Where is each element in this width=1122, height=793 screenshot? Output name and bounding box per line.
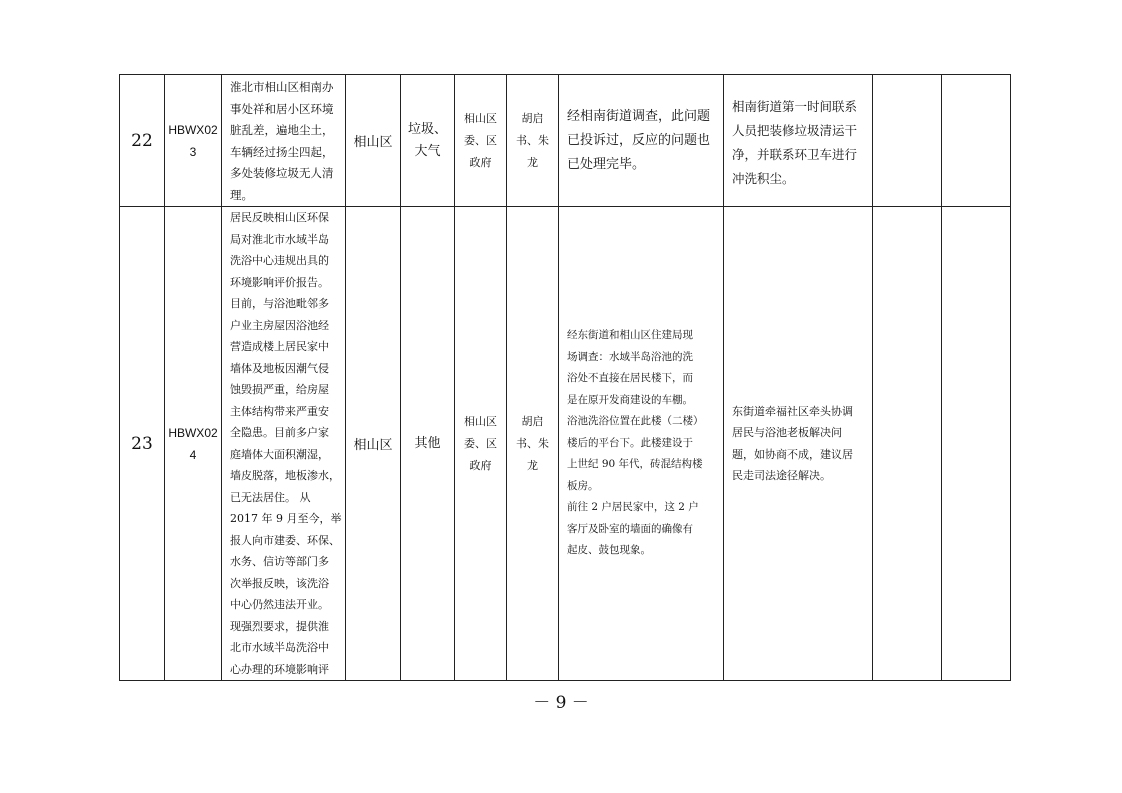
- complaint-code-line: HBWX02: [168, 122, 218, 137]
- rectification-measure-line: 居民与浴池老板解决问: [732, 426, 842, 439]
- investigation-finding-line: 客厅及卧室的墙面的确像有: [567, 522, 693, 535]
- responsible-person-line: 龙: [527, 458, 538, 472]
- investigation-finding-line: 已处理完毕。: [567, 156, 646, 172]
- pollution-category-line: 其他: [414, 435, 441, 451]
- responsible-unit-line: 委、区: [464, 133, 497, 147]
- responsible-person: [507, 207, 559, 681]
- responsible-person-line: 书、朱: [516, 436, 549, 450]
- investigation-finding-line: 起皮、鼓包现象。: [567, 544, 651, 557]
- responsible-unit-line: 委、区: [464, 436, 497, 450]
- complaint-description-line: 2017 年 9 月至今，举: [230, 512, 342, 525]
- complaint-description-line: 目前，与浴池毗邻多: [230, 297, 329, 310]
- rectification-measure-line: 民走司法途径解决。: [732, 469, 831, 482]
- investigation-finding-line: 浴池洗浴位置在此楼（二楼）: [567, 415, 704, 428]
- investigation-finding-line: 楼后的平台下。此楼建设于: [567, 436, 693, 449]
- complaint-code: [165, 75, 222, 207]
- responsible-unit: [455, 207, 507, 681]
- investigation-finding-line: 经相南街道调查，此问题: [567, 108, 711, 124]
- responsible-unit: [455, 75, 507, 207]
- investigation-finding: [559, 207, 724, 681]
- pollution-category-line: 大气: [414, 143, 441, 159]
- investigation-finding-line: 上世纪 90 年代，砖混结构楼: [567, 458, 703, 471]
- complaint-code-line: 4: [189, 447, 197, 462]
- complaint-description-line: 已无法居住。 从: [230, 490, 311, 504]
- pollution-category-line: 垃圾、: [407, 121, 447, 137]
- rectification-measure-line: 净，并联系环卫车进行: [732, 147, 858, 162]
- investigation-finding-line: 场调查：水域半岛浴池的洗: [567, 350, 693, 363]
- complaint-description-line: 环境影响评价报告。: [230, 275, 329, 289]
- complaint-description-line: 理。: [230, 187, 253, 202]
- complaint-description: [222, 207, 346, 681]
- complaint-description-line: 多处装修垃圾无人清: [230, 166, 334, 180]
- complaint-code-line: 3: [189, 144, 197, 159]
- complaint-description-line: 营造成楼上居民家中: [230, 340, 329, 353]
- blank-column-1: [873, 75, 942, 207]
- complaint-description-line: 车辆经过扬尘四起，: [230, 144, 334, 159]
- investigation-finding: [559, 75, 724, 207]
- investigation-finding-line: 板房。: [567, 479, 599, 492]
- complaint-description-line: 次举报反映，该洗浴: [230, 576, 329, 590]
- blank-column-1: [873, 207, 942, 681]
- complaint-description-line: 北市水域半岛洗浴中: [230, 641, 329, 654]
- rectification-measure-line: 相南街道第一时间联系: [732, 99, 858, 114]
- complaint-description-line: 报人向市建委、环保、: [230, 533, 340, 547]
- complaint-description-line: 中心仍然违法开业。: [230, 598, 329, 611]
- pollution-category: [401, 75, 455, 207]
- blank-column-2: [942, 207, 1011, 681]
- complaint-description-line: 墙体及地板因潮气侵: [230, 361, 329, 375]
- district: 相山区: [346, 207, 401, 681]
- complaint-description-line: 户业主房屋因浴池经: [230, 318, 329, 332]
- complaint-description-line: 心办理的环境影响评: [230, 662, 329, 676]
- complaint-code-line: HBWX02: [168, 425, 218, 440]
- complaint-description: [222, 75, 346, 207]
- responsible-person: [507, 75, 559, 207]
- responsible-person-line: 胡启: [521, 111, 544, 125]
- investigation-finding-line: 已投诉过，反应的问题也: [567, 132, 711, 148]
- responsible-unit-line: 政府: [469, 458, 492, 472]
- rectification-measure-line: 人员把装修垃圾清运干: [732, 123, 858, 138]
- page-number: － 9 －: [533, 693, 589, 713]
- table-row: [120, 207, 1011, 681]
- complaint-code: [165, 207, 222, 681]
- complaint-description-line: 淮北市相山区相南办: [230, 80, 334, 94]
- responsible-person-line: 龙: [527, 155, 538, 169]
- investigation-finding-line: 前往 2 户居民家中，这 2 户: [567, 501, 699, 514]
- complaint-table: [119, 74, 1011, 681]
- responsible-person-line: 胡启: [521, 414, 544, 428]
- complaint-description-line: 现强烈要求，提供淮: [230, 619, 329, 633]
- complaint-description-line: 居民反映相山区环保: [230, 211, 329, 224]
- responsible-unit-line: 相山区: [464, 414, 497, 428]
- rectification-measure-line: 题，如协商不成，建议居: [732, 447, 853, 461]
- rectification-measure: [724, 75, 873, 207]
- rectification-measure-line: 冲洗积尘。: [732, 171, 795, 186]
- complaint-description-line: 蚀毁损严重，给房屋: [230, 383, 329, 396]
- complaint-description-line: 水务、信访等部门多: [230, 555, 329, 568]
- complaint-description-line: 全隐患。目前多户家: [230, 426, 329, 439]
- complaint-description-line: 洗浴中心违规出具的: [230, 254, 329, 267]
- row-number: 22: [120, 75, 165, 207]
- complaint-description-line: 主体结构带来严重安: [230, 404, 329, 418]
- responsible-unit-line: 相山区: [464, 111, 497, 125]
- row-number: 23: [120, 207, 165, 681]
- complaint-description-line: 事处祥和居小区环境: [230, 101, 334, 116]
- investigation-finding-line: 是在原开发商建设的车棚。: [567, 393, 693, 406]
- blank-column-2: [942, 75, 1011, 207]
- complaint-description-line: 庭墙体大面积潮湿，: [230, 447, 329, 461]
- pollution-category: [401, 207, 455, 681]
- rectification-measure: [724, 207, 873, 681]
- investigation-finding-line: 浴处不直接在居民楼下，而: [567, 372, 693, 385]
- complaint-description-line: 墙皮脱落，地板渗水，: [230, 469, 340, 482]
- complaint-description-line: 局对淮北市水域半岛: [230, 232, 329, 246]
- district: 相山区: [346, 75, 401, 207]
- table-row: [120, 75, 1011, 207]
- complaint-description-line: 脏乱差，遍地尘土，: [230, 123, 334, 137]
- investigation-finding-line: 经东街道和相山区住建局现: [567, 329, 693, 342]
- responsible-person-line: 书、朱: [516, 133, 549, 147]
- responsible-unit-line: 政府: [469, 155, 492, 169]
- rectification-measure-line: 东街道牵福社区牵头协调: [732, 404, 853, 418]
